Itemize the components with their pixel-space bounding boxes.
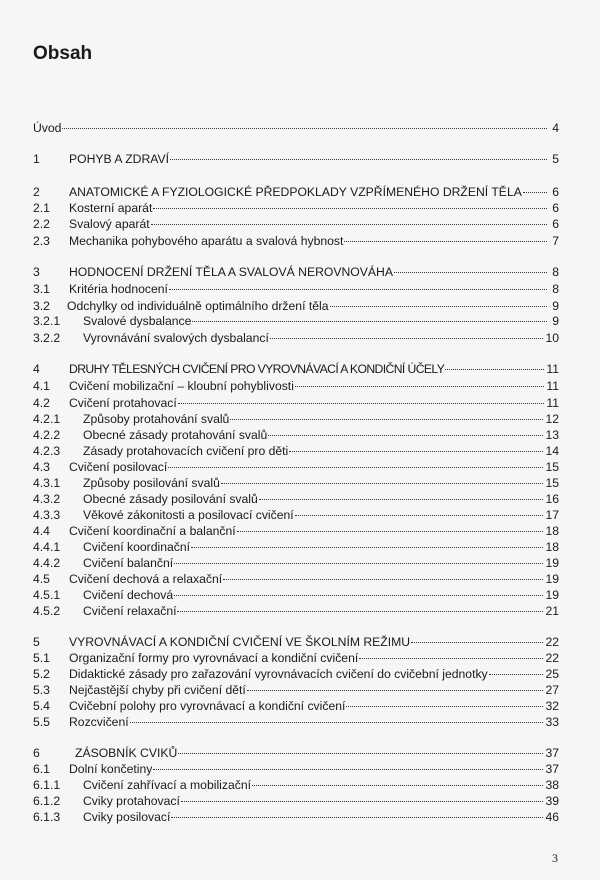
toc-entry-page: 22: [545, 635, 559, 649]
toc-entry[interactable]: [33, 539, 559, 555]
toc-entry-title: Cvičení posilovací: [69, 460, 168, 474]
dot-leader: [237, 531, 544, 532]
dot-leader: [62, 128, 547, 129]
dot-leader: [192, 321, 547, 322]
toc-entry-title: Nejčastější chyby při cvičení dětí: [69, 683, 246, 697]
toc-entry-page: 13: [545, 428, 559, 442]
toc-entry-page: 11: [546, 379, 559, 393]
toc-entry-number: 5: [33, 635, 40, 649]
toc-entry-number: 4.5.2: [33, 604, 61, 618]
toc-entry[interactable]: [33, 200, 559, 216]
toc-entry[interactable]: [33, 714, 559, 730]
toc-entry-title: Svalový aparát: [69, 217, 150, 231]
toc-entry-page: 17: [545, 508, 559, 522]
toc-entry[interactable]: [33, 395, 559, 411]
toc-entry-title: Cvičení koordinační a balanční: [69, 524, 236, 538]
dot-leader: [330, 306, 547, 307]
toc-entry[interactable]: [33, 507, 559, 523]
toc-entry[interactable]: [33, 264, 559, 280]
toc-entry-page: 19: [545, 556, 559, 570]
dot-leader: [178, 753, 543, 754]
dot-leader: [289, 451, 543, 452]
toc-entry-title: Cviky protahovací: [83, 794, 180, 808]
toc-entry-page: 5: [552, 152, 559, 166]
toc-entry-title: Věkové zákonitosti a posilovací cvičení: [83, 508, 294, 522]
toc-entry[interactable]: [33, 216, 559, 232]
toc-entry-page: 37: [545, 762, 559, 776]
toc-entry[interactable]: [33, 120, 559, 136]
dot-leader: [174, 595, 543, 596]
toc-entry-number: 2: [33, 185, 40, 199]
toc-entry[interactable]: [33, 330, 559, 346]
dot-leader: [247, 690, 544, 691]
toc-entry-page: 8: [552, 282, 559, 296]
toc-entry-page: 15: [545, 460, 559, 474]
toc-entry-title: Cvičení protahovací: [69, 396, 177, 410]
toc-entry[interactable]: [33, 491, 559, 507]
toc-entry[interactable]: [33, 571, 559, 587]
toc-entry-page: 37: [545, 746, 559, 760]
toc-entry-page: 9: [552, 314, 559, 328]
dot-leader: [171, 817, 543, 818]
toc-entry-title: Cvičení dechová a relaxační: [69, 572, 223, 586]
toc-entry-number: 4.3: [33, 460, 50, 474]
toc-entry-page: 19: [545, 572, 559, 586]
toc-entry-title: Kosterní aparát: [69, 201, 153, 215]
toc-entry-title: Organizační formy pro vyrovnávací a kondiční cvičení: [69, 651, 359, 665]
toc-entry-number: 5.1: [33, 651, 50, 665]
dot-leader: [168, 467, 543, 468]
dot-leader: [268, 435, 543, 436]
toc-entry[interactable]: [33, 378, 559, 394]
toc-entry-number: Úvod: [33, 121, 62, 135]
dot-leader: [394, 272, 547, 273]
dot-leader: [181, 801, 544, 802]
toc-entry-page: 38: [545, 778, 559, 792]
toc-entry[interactable]: [33, 634, 559, 650]
toc-entry-title: Cvičení mobilizační – kloubní pohyblivosti: [69, 379, 294, 393]
toc-entry[interactable]: [33, 233, 559, 249]
toc-entry-title: HODNOCENÍ DRŽENÍ TĚLA A SVALOVÁ NEROVNOVÁHA: [69, 265, 393, 279]
toc-entry-title: ZÁSOBNÍK CVIKŮ: [75, 746, 178, 760]
toc-entry[interactable]: [33, 459, 559, 475]
dot-leader: [223, 579, 543, 580]
dot-leader: [153, 769, 543, 770]
page-title: Obsah: [33, 43, 93, 64]
toc-entry-page: 9: [552, 299, 559, 313]
toc-entry[interactable]: [33, 761, 559, 777]
toc-entry[interactable]: [33, 151, 559, 167]
toc-entry[interactable]: [33, 427, 559, 443]
toc-entry[interactable]: [33, 475, 559, 491]
toc-entry-number: 5.4: [33, 699, 50, 713]
dot-leader: [177, 611, 543, 612]
toc-entry-number: 4: [33, 362, 40, 376]
toc-entry-page: 27: [545, 683, 559, 697]
toc-entry[interactable]: [33, 313, 559, 329]
toc-entry-page: 33: [545, 715, 559, 729]
toc-entry-number: 4.4.2: [33, 556, 61, 570]
toc-entry-title: Cvičení zahřívací a mobilizační: [83, 778, 251, 792]
dot-leader: [169, 289, 547, 290]
toc-entry-title: VYROVNÁVACÍ A KONDIČNÍ CVIČENÍ VE ŠKOLNÍM REŽIMU: [69, 635, 411, 649]
toc-entry-number: 4.3.2: [33, 492, 61, 506]
toc-entry-title: Obecné zásady posilování svalů: [83, 492, 258, 506]
toc-entry[interactable]: [33, 411, 559, 427]
toc-entry-title: Způsoby posilování svalů: [83, 476, 220, 490]
toc-entry-page: 22: [545, 651, 559, 665]
toc-entry-page: 46: [545, 810, 559, 824]
toc-entry-page: 8: [552, 265, 559, 279]
toc-entry-page: 7: [552, 234, 559, 248]
dot-leader: [221, 483, 544, 484]
toc-entry-number: 4.2.3: [33, 444, 61, 458]
toc-entry-number: 4.2.2: [33, 428, 61, 442]
toc-entry-page: 14: [545, 444, 559, 458]
toc-entry[interactable]: [33, 793, 559, 809]
toc-entry-page: 18: [545, 540, 559, 554]
toc-entry-title: Zásady protahovacích cvičení pro děti: [83, 444, 289, 458]
toc-entry-page: 25: [545, 667, 559, 681]
dot-leader: [259, 499, 544, 500]
toc-entry-title: Cvičení balanční: [83, 556, 174, 570]
dot-leader: [359, 658, 543, 659]
toc-entry-page: 6: [552, 201, 559, 215]
toc-entry-page: 6: [552, 185, 559, 199]
toc-entry[interactable]: [33, 361, 559, 377]
dot-leader: [489, 674, 544, 675]
toc-entry-title: Odchylky od individuálně optimálního držení těla: [67, 299, 329, 313]
toc-entry-title: Způsoby protahování svalů: [83, 412, 230, 426]
toc-entry-title: ANATOMICKÉ A FYZIOLOGICKÉ PŘEDPOKLADY VZPŘÍMENÉHO DRŽENÍ TĚLA: [69, 185, 522, 199]
toc-entry-title: Cvičení dechová: [83, 588, 174, 602]
toc-entry-number: 4.2.1: [33, 412, 61, 426]
toc-entry-number: 3: [33, 265, 40, 279]
toc-entry[interactable]: [33, 184, 559, 200]
toc-entry[interactable]: [33, 443, 559, 459]
dot-leader: [252, 785, 543, 786]
dot-leader: [346, 706, 543, 707]
toc-entry[interactable]: [33, 666, 559, 682]
toc-entry-title: Rozcvičení: [69, 715, 129, 729]
toc-entry-number: 3.1: [33, 282, 50, 296]
toc-entry-number: 6.1.3: [33, 810, 61, 824]
toc-entry-page: 12: [545, 412, 559, 426]
toc-entry-title: Cviky posilovací: [83, 810, 171, 824]
toc-entry[interactable]: [33, 650, 559, 666]
toc-entry-number: 2.3: [33, 234, 50, 248]
toc-entry-title: Mechanika pohybového aparátu a svalová hybnost: [69, 234, 344, 248]
toc-entry[interactable]: [33, 809, 559, 825]
toc-entry[interactable]: [33, 587, 559, 603]
toc-entry-page: 11: [546, 362, 559, 376]
dot-leader: [295, 515, 544, 516]
dot-leader: [270, 338, 544, 339]
dot-leader: [151, 224, 547, 225]
toc-entry-number: 3.2.2: [33, 331, 61, 345]
toc-entry-page: 18: [545, 524, 559, 538]
toc-entry-page: 19: [545, 588, 559, 602]
toc-entry-page: 16: [545, 492, 559, 506]
toc-entry-title: Cvičení koordinační: [83, 540, 191, 554]
toc-entry-number: 2.1: [33, 201, 50, 215]
dot-leader: [130, 722, 544, 723]
toc-entry-page: 32: [545, 699, 559, 713]
toc-entry[interactable]: [33, 555, 559, 571]
toc-entry-title: Didaktické zásady pro zařazování vyrovnávacích cvičení do cvičební jednotky: [69, 667, 488, 681]
toc-entry-number: 3.2: [33, 299, 50, 313]
toc-entry-title: Svalové dysbalance: [83, 314, 192, 328]
dot-leader: [445, 369, 544, 370]
toc-entry[interactable]: [33, 698, 559, 714]
toc-entry[interactable]: [33, 682, 559, 698]
dot-leader: [170, 159, 547, 160]
toc-entry-title: Cvičení relaxační: [83, 604, 177, 618]
toc-entry-number: 4.3.3: [33, 508, 61, 522]
toc-entry-title: Obecné zásady protahování svalů: [83, 428, 268, 442]
toc-entry[interactable]: [33, 745, 559, 761]
toc-entry-number: 3.2.1: [33, 314, 61, 328]
toc-entry-page: 10: [545, 331, 559, 345]
toc-entry-number: 4.4.1: [33, 540, 61, 554]
toc-entry-title: POHYB A ZDRAVÍ: [69, 152, 170, 166]
toc-entry-title: Kritéria hodnocení: [69, 282, 168, 296]
toc-entry-number: 6.1.1: [33, 778, 61, 792]
toc-entry-number: 6.1.2: [33, 794, 61, 808]
toc-entry-title: Dolní končetiny: [69, 762, 153, 776]
toc-entry-page: 11: [546, 396, 559, 410]
page-number: 3: [552, 851, 558, 865]
dot-leader: [178, 403, 545, 404]
toc-entry[interactable]: [33, 777, 559, 793]
toc-entry-page: 4: [552, 121, 559, 135]
dot-leader: [523, 192, 547, 193]
toc-entry-number: 4.4: [33, 524, 50, 538]
toc-entry-number: 4.1: [33, 379, 50, 393]
toc-entry-number: 4.5.1: [33, 588, 61, 602]
toc-entry[interactable]: [33, 523, 559, 539]
dot-leader: [344, 241, 547, 242]
dot-leader: [153, 208, 547, 209]
toc-entry-title: Vyrovnávání svalových dysbalancí: [83, 331, 269, 345]
toc-entry-number: 5.5: [33, 715, 50, 729]
dot-leader: [230, 419, 543, 420]
toc-entry[interactable]: [33, 298, 559, 314]
toc-entry-page: 15: [545, 476, 559, 490]
toc-entry-page: 6: [552, 217, 559, 231]
dot-leader: [174, 563, 543, 564]
toc-entry-number: 5.3: [33, 683, 50, 697]
toc-entry-number: 4.5: [33, 572, 50, 586]
toc-entry-number: 6.1: [33, 762, 50, 776]
dot-leader: [295, 386, 544, 387]
dot-leader: [191, 547, 543, 548]
dot-leader: [411, 642, 543, 643]
toc-entry-title: DRUHY TĚLESNÝCH CVIČENÍ PRO VYROVNÁVACÍ A KONDIČNÍ ÚČELY: [69, 362, 445, 376]
toc-entry-page: 39: [545, 794, 559, 808]
toc-entry-number: 4.3.1: [33, 476, 61, 490]
toc-entry-number: 5.2: [33, 667, 50, 681]
toc-entry[interactable]: [33, 603, 559, 619]
toc-entry-number: 1: [33, 152, 40, 166]
toc-entry[interactable]: [33, 281, 559, 297]
toc-entry-number: 2.2: [33, 217, 50, 231]
toc-entry-title: Cvičební polohy pro vyrovnávací a kondiční cvičení: [69, 699, 346, 713]
toc-entry-number: 4.2: [33, 396, 50, 410]
toc-entry-page: 21: [545, 604, 559, 618]
toc-entry-number: 6: [33, 746, 40, 760]
